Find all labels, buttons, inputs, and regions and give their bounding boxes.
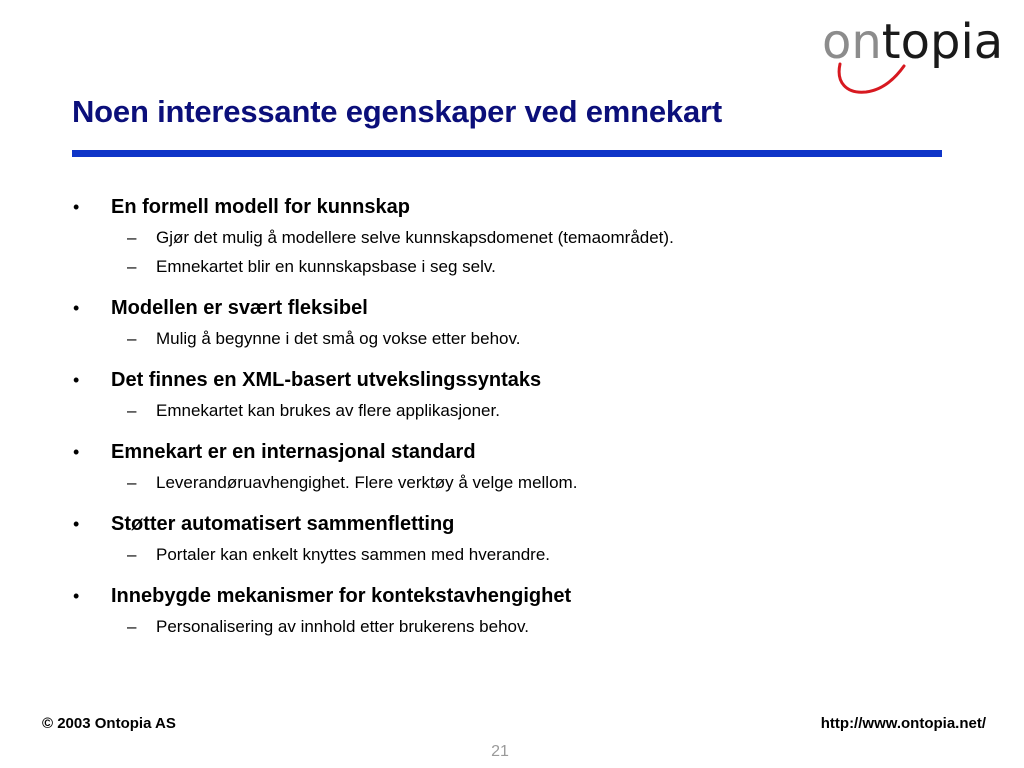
bullet-text: En formell modell for kunnskap — [111, 196, 410, 218]
bullet-group — [0, 365, 1024, 426]
sub-bullet-text: Mulig å begynne i det små og vokse etter behov. — [156, 329, 521, 348]
sub-bullet-item — [0, 325, 1024, 354]
footer-url[interactable]: http://www.ontopia.net/ — [820, 715, 986, 732]
bullet-item — [0, 293, 1024, 325]
sub-bullet-dash: – — [127, 617, 137, 636]
logo-part-topia: topia — [881, 14, 1004, 70]
sub-bullet-dash: – — [127, 257, 137, 276]
sub-bullet-item — [0, 224, 1024, 253]
bullet-dot: • — [73, 514, 80, 534]
bullet-item — [0, 365, 1024, 397]
page-number: 21 — [491, 743, 509, 760]
bullet-item — [0, 437, 1024, 469]
bullet-item — [0, 192, 1024, 224]
sub-bullet-text: Gjør det mulig å modellere selve kunnskapsdomenet (temaområdet). — [156, 228, 674, 247]
bullet-dot: • — [73, 370, 80, 390]
slide-title: Noen interessante egenskaper ved emnekart — [72, 94, 722, 129]
bullet-item — [0, 509, 1024, 541]
sub-bullet-text: Portaler kan enkelt knyttes sammen med hverandre. — [156, 545, 551, 564]
sub-bullet-text: Emnekartet kan brukes av flere applikasjoner. — [156, 401, 500, 420]
sub-bullet-text: Personalisering av innhold etter brukerens behov. — [156, 617, 529, 636]
bullet-dot: • — [73, 586, 80, 606]
footer-copyright: © 2003 Ontopia AS — [42, 715, 176, 732]
sub-bullet-item — [0, 469, 1024, 498]
bullet-item — [0, 581, 1024, 613]
sub-bullet-text: Leverandøruavhengighet. Flere verktøy å velge mellom. — [156, 473, 578, 492]
logo-part-on: on — [822, 14, 882, 70]
bullet-group — [0, 437, 1024, 498]
sub-bullet-dash: – — [127, 473, 137, 492]
bullet-text: Støtter automatisert sammenfletting — [111, 513, 455, 535]
bullet-group — [0, 509, 1024, 570]
bullet-dot: • — [73, 197, 80, 217]
bullet-text: Det finnes en XML-basert utvekslingssyntaks — [111, 369, 542, 391]
bullet-text: Innebygde mekanismer for kontekstavhengighet — [111, 585, 572, 607]
bullet-group — [0, 581, 1024, 642]
bullet-group — [0, 192, 1024, 282]
bullet-text: Modellen er svært fleksibel — [111, 297, 368, 319]
bullet-dot: • — [73, 442, 80, 462]
logo-wordmark — [822, 14, 1003, 70]
sub-bullet-dash: – — [127, 228, 137, 247]
sub-bullet-item — [0, 253, 1024, 282]
bullet-text: Emnekart er en internasjonal standard — [111, 441, 476, 463]
bullet-list — [0, 192, 1024, 653]
sub-bullet-dash: – — [127, 329, 137, 348]
title-underline — [72, 150, 942, 157]
sub-bullet-item — [0, 613, 1024, 642]
bullet-group — [0, 293, 1024, 354]
sub-bullet-dash: – — [127, 401, 137, 420]
sub-bullet-dash: – — [127, 545, 137, 564]
bullet-dot: • — [73, 298, 80, 318]
ontopia-logo — [816, 12, 1016, 100]
sub-bullet-item — [0, 397, 1024, 426]
sub-bullet-text: Emnekartet blir en kunnskapsbase i seg selv. — [156, 257, 496, 276]
sub-bullet-item — [0, 541, 1024, 570]
